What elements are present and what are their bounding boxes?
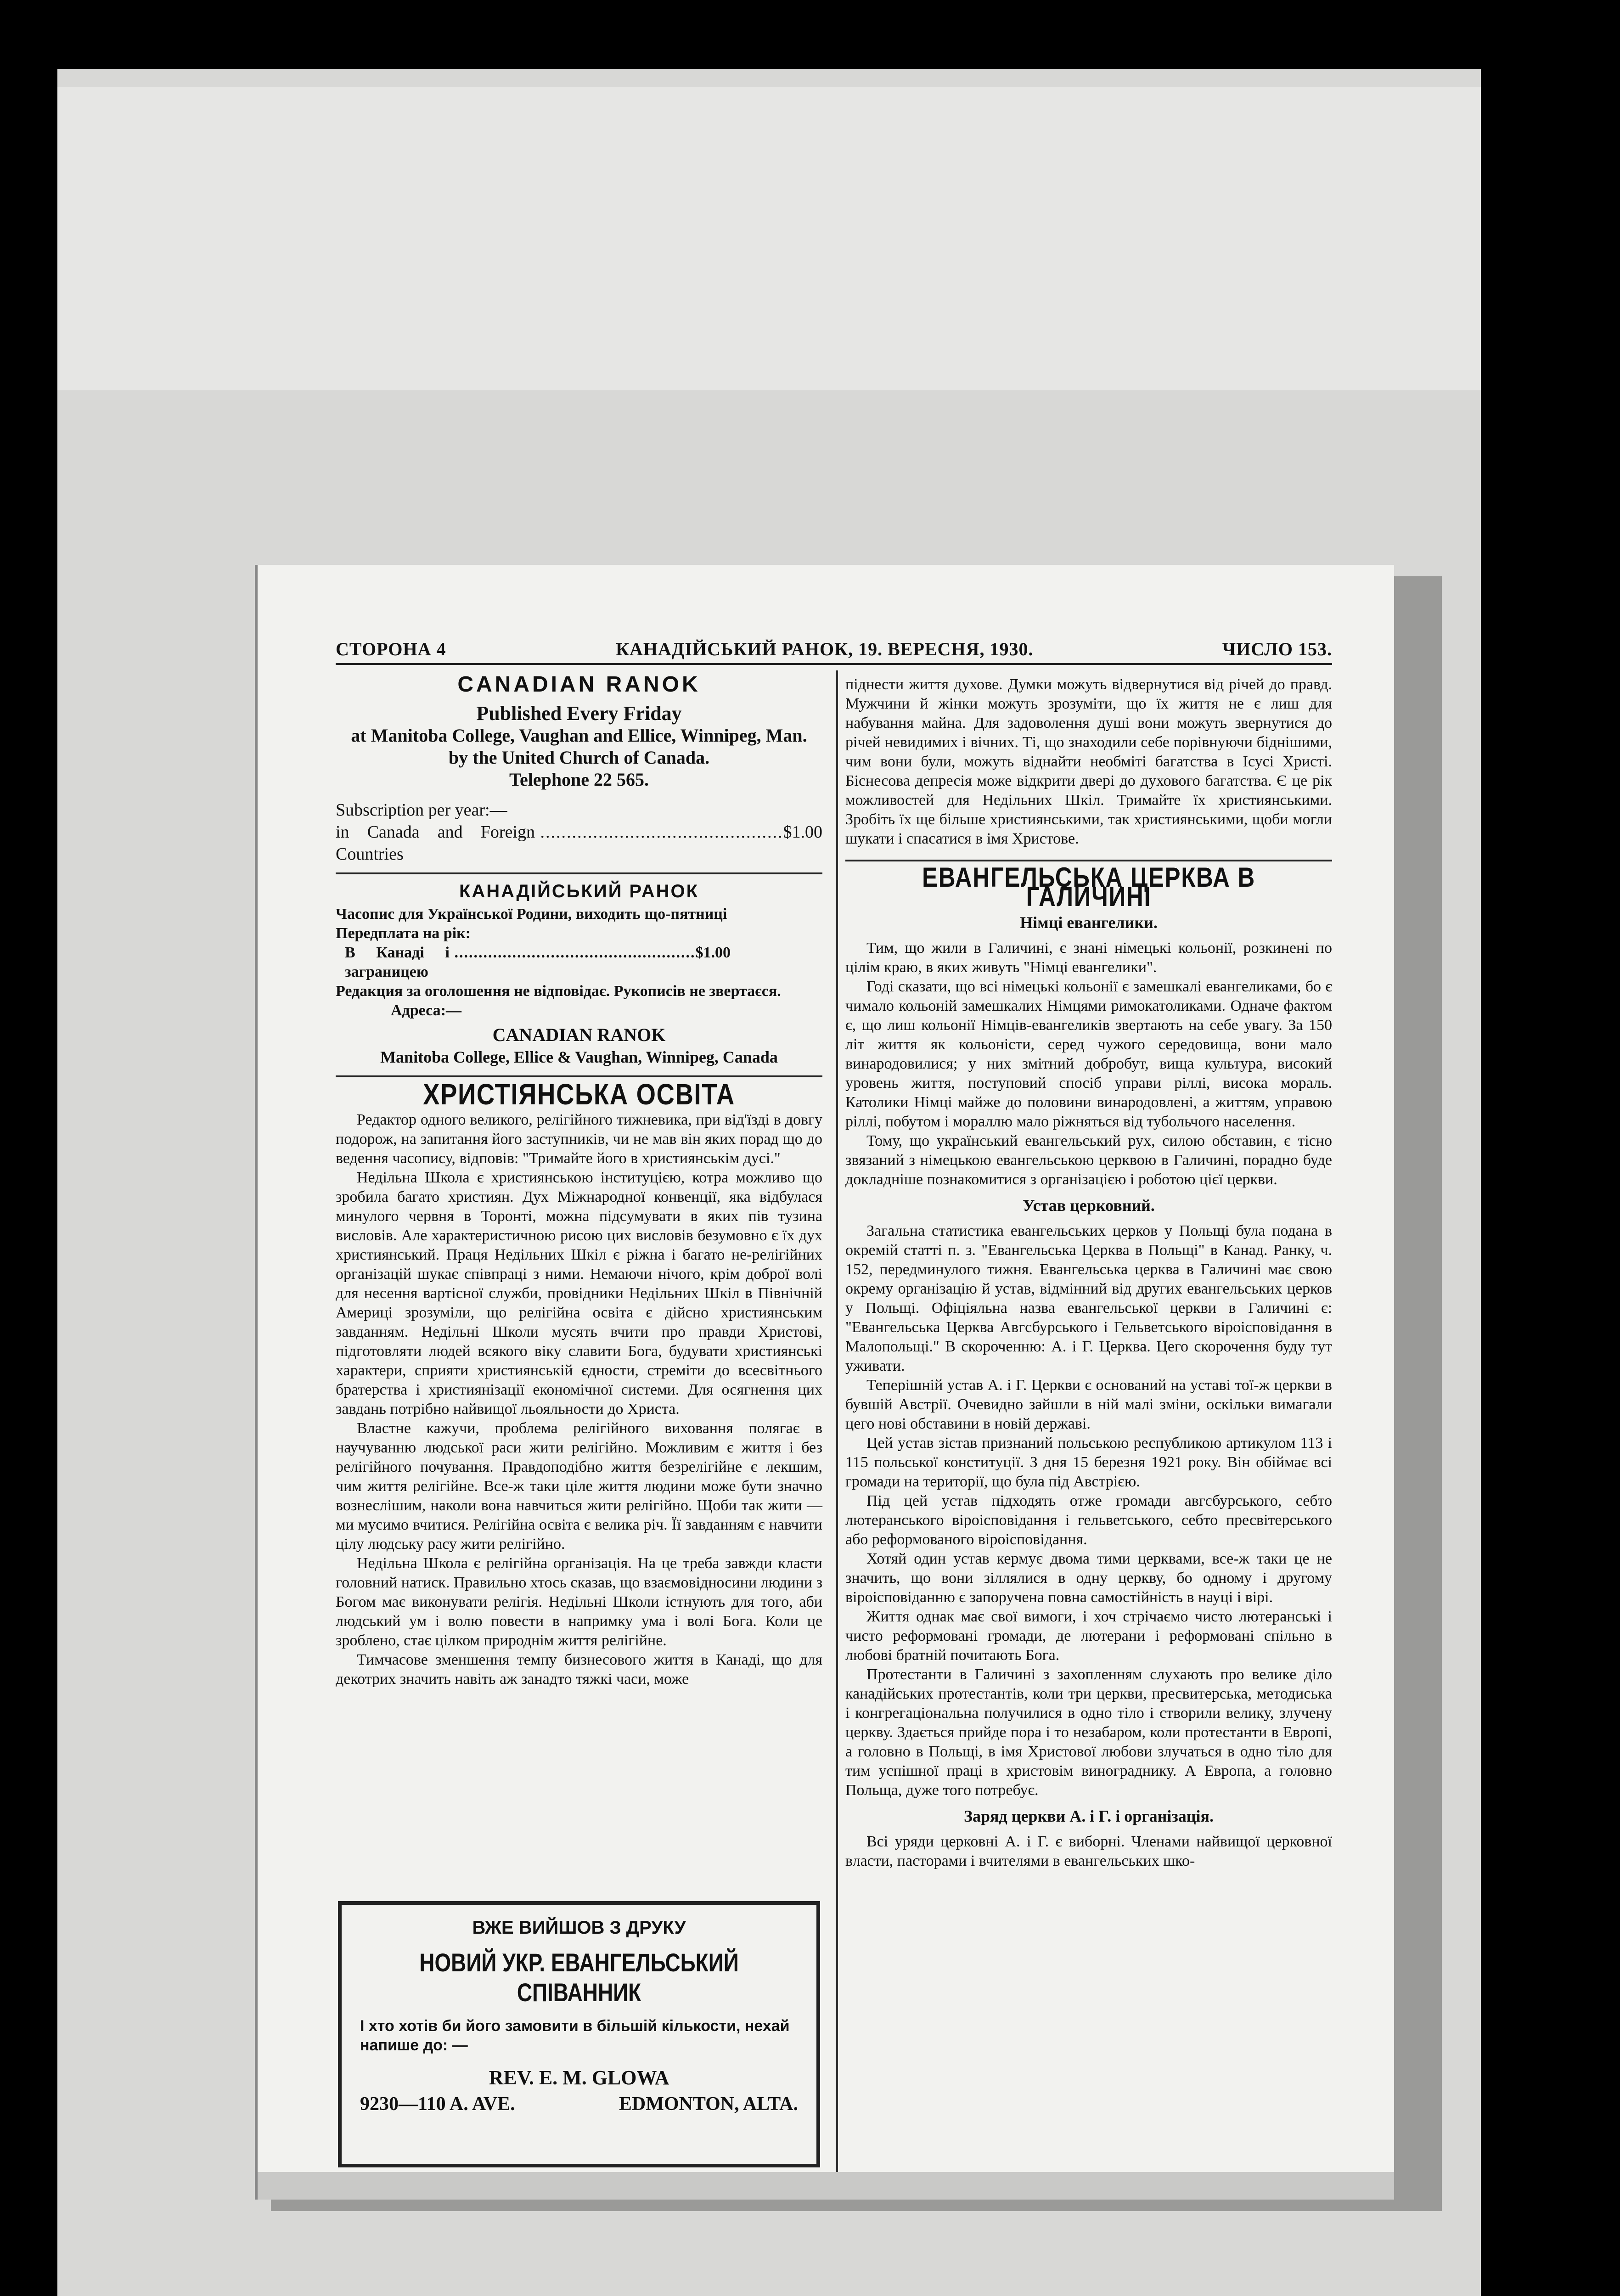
ad-title: НОВИЙ УКР. ЕВАНГЕЛЬСЬКИЙ СПІВАННИК xyxy=(419,1948,739,2007)
ad-headline: ВЖЕ ВИЙШОВ З ДРУКУ xyxy=(472,1918,686,1938)
address-label: Адреса:— xyxy=(391,1002,461,1019)
address-line-1: at Manitoba College, Vaughan and Ellice, Winnipeg, Man. xyxy=(351,725,807,746)
prepay-price: $1.00 xyxy=(695,944,731,961)
article2-paragraph: Всі уряди церковні А. і Г. є виборні. Членами найвищої церковної власти, пасторами і вчителями в евангельських шко- xyxy=(845,1833,1332,1869)
page-bottom-edge xyxy=(258,2172,1394,2200)
ad-address-city: EDMONTON, ALTA. xyxy=(619,2093,798,2115)
article1-paragraph: Недільна Школа є релігійна організація. На це треба завжди класти головний натиск. Правильно хтось сказав, що взаємовідносини людини з Богом має виконувати релігія. Недільні Школи істнують для того, аби людський ум і волю повести в напримку ума і волі Бога. Коли це зроблено, стає цілком природнім життя релігійне. xyxy=(336,1555,822,1649)
article2-paragraph: Цей устав зістав признаний польською республикою артикулом 113 і 115 польської конституції. З дня 15 березня 1921 року. Він обіймає всі громади на території, що була під Австрією. xyxy=(845,1435,1332,1490)
article2-paragraph: Тому, що український евангельський рух, силою обставин, є тісно звязаний з німецькою евангельською церквою в Галичині, порадно буде докладніше познакомитися з організацією і роботою цієї церкви. xyxy=(845,1132,1332,1188)
editorial-notice: Редакция за оголошення не відповідає. Рукописів не звертаєся. xyxy=(336,983,781,1000)
article2-paragraph: Хотяй один устав кермує двома тими церквами, все-ж таки це не значить, що вони зіллялися в одну церкву, бо одному і другому віроісповіданню є запоручена повна самостійність в науці і вірі. xyxy=(845,1550,1332,1606)
right-column xyxy=(845,675,1332,1871)
film-band xyxy=(57,87,1481,390)
ad-address xyxy=(360,2093,798,2115)
published-line: Published Every Friday xyxy=(476,702,682,725)
article1-paragraph: Редактор одного великого, релігійного тижневика, при від'їзді в довгу подорож, на запитання його заступників, чи не мав він яких порад що до ведення часопису, відповів: "Тримайте його в християнськім дусі." xyxy=(336,1111,822,1167)
article2-paragraph: Теперішній устав А. і Г. Церкви є оснований на уставі тої-ж церкви в бувшій Австрії. Очевидно зайшли в ній малі зміни, оскільки вимагали цего нові обставини в новій державі. xyxy=(845,1377,1332,1432)
prepay-label: Передплата на рік: xyxy=(336,925,471,942)
ua-tagline: Часопис для Української Родини, виходить що-пятниці xyxy=(336,906,727,923)
article2-paragraph: Під цей устав підходять отже громади авгсбурського, себто лютеранського віроісповідання і гельветського, себто пресвітерського або реформованого віроісповідання. xyxy=(845,1492,1332,1548)
address-full: Manitoba College, Ellice & Vaughan, Winnipeg, Canada xyxy=(380,1048,778,1066)
subscription-text: in Canada and Foreign Countries xyxy=(336,822,535,864)
subscription-price: $1.00 xyxy=(783,822,822,842)
article1-paragraph: Недільна Школа є християнською інституцією, котра можливо що зробила багато християн. Дух Міжнародної конвенції, яка відбулася минулого червня в Торонті, можна підсумувати в яких пів тузина висловів. Але характеристичною рисою цих висловів безумовно є їх дух християнський. Праця Недільних Шкіл є ріжна і багато не-релігійних організацій шукає співпраці з ними. Немаючи нічого, крім доброї волі для несення вартісної служби, провідники Недільних Шкіл в Північній Америці зрозуміли, що релігійна освіта є дійсно християнським завданням. Недільні Школи мусять вчити про правди Христові, підготовляти людей всякого віку славити Бога, будувати християнські характери, сприяти християнській єдности, стреміти до всесвітнього братерства і християнізації економічної системи. Для осягнення цих завдань потрібно найвищої льояльности до Христа. xyxy=(336,1169,822,1418)
article2-rule xyxy=(845,860,1332,861)
article2-subtitle: Німці евангелики. xyxy=(1020,913,1158,932)
subscription-line: in Canada and Foreign Countries .............................................. $1.00 xyxy=(336,821,822,865)
page-label: СТОРОНА 4 xyxy=(336,639,446,659)
article2-paragraph: Життя однак має свої вимоги, і хоч стрічаємо чисто лютеранські і чисто реформовані громади, де лютерани і реформовані спільно в любові братній почитають Бога. xyxy=(845,1608,1332,1664)
article1-rule xyxy=(336,1075,822,1077)
article1-paragraph: Тимчасове зменшення темпу бизнесового життя в Канаді, що для декотрих значить навіть аж занадто тяжкі часи, може xyxy=(336,1651,822,1688)
address-title: CANADIAN RANOK xyxy=(492,1024,666,1045)
article2-paragraph: Загальна статистика евангельських церков у Польщі була подана в окремій статті п. з. "Евангельська Церква в Польщі" в Канад. Ранку, ч. 152, передминулого тижня. Евангельська церква в Галичині має свою окрему організацію й устав, відмінний від других евангельських церков у Польщі. Офіціяльна назва евангельської церкви в Галичині є: "Евангельська Церква Авгсбурського і Гельветського віроісповідання в Малопольщі." В скороченню: А. і Г. Церква. Цего скорочення буду тут уживати. xyxy=(845,1222,1332,1374)
page-header xyxy=(336,634,1332,666)
article2-title: ЕВАНГЕЛЬСЬКА ЦЕРКВА В ГАЛИЧИНІ xyxy=(922,862,1255,912)
ad-name: REV. E. M. GLOWA xyxy=(489,2066,669,2089)
article1-title: ХРИСТІЯНСЬКА ОСВІТА xyxy=(423,1078,735,1111)
address-line-2: by the United Church of Canada. xyxy=(448,747,710,768)
left-column xyxy=(336,672,822,1689)
telephone-line: Telephone 22 565. xyxy=(509,769,649,790)
article2-subtitle-3: Заряд церкви А. і Г. і організація. xyxy=(963,1807,1214,1825)
masthead-en-title: CANADIAN RANOK xyxy=(457,672,701,697)
issue-number: ЧИСЛО 153. xyxy=(1222,639,1332,659)
ad-address-street: 9230—110 A. AVE. xyxy=(360,2093,515,2115)
newspaper-page xyxy=(255,565,1394,2200)
header-rule xyxy=(336,663,1332,665)
masthead-line: КАНАДІЙСЬКИЙ РАНОК, 19. ВЕРЕСНЯ, 1930. xyxy=(616,639,1034,659)
prepay-line: В Канаді і заграницею .................................................. $1.00 xyxy=(336,943,822,982)
article2-paragraph: Тим, що жили в Галичині, є знані німецькі кольонії, розкинені по цілім краю, в яких живуть "Німці евангелики". xyxy=(845,940,1332,976)
article2-paragraph: Годі сказати, що всі німецькі кольонії є замешкалі евангеликами, бо є чимало кольоній замешкалих Німцями римокатоликами. Одначе фактом є, що лиш кольонії Німців-евангеликів звертають на себе увагу. За 150 літ життя як кольоністи, серед чужого середовища, вони мало винародовилися; у них змітний добробут, вища культура, високий уровень життя, поступовий спосіб управи ріллі, висока мораль. Католики Німці майже до половини винародовлені, а життям, управою ріллі, побутом і мораллю мало ріжняться від тубольчого населення. xyxy=(845,978,1332,1130)
masthead-rule xyxy=(336,872,822,874)
prepay-text: В Канаді і заграницею xyxy=(345,944,450,980)
column-divider xyxy=(836,670,838,2186)
ad-body: І хто хотів би його замовити в більшій кількости, нехай напише до: — xyxy=(360,2017,790,2054)
masthead-ua-title: КАНАДІЙСЬКИЙ РАНОК xyxy=(459,881,699,901)
article2-subtitle-2: Устав церковний. xyxy=(1023,1196,1155,1215)
subscription-label: Subscription per year:— xyxy=(336,800,507,820)
article2-paragraph: Протестанти в Галичині з захопленням слухають про велике діло канадійських протестантів, коли три церкви, пресвитерська, методиська і конгрегаціональна получилися в одно тіло і створили велику, злучену церкву. Здається прийде пора і то незабаром, коли протестанти в Европі, а головно в Польщі, в імя Христової любови злучаться в одно тіло для тим успішної праці в христовім винограднику. А Европа, а головно Польща, дуже того потребує. xyxy=(845,1666,1332,1799)
hymnal-advertisement xyxy=(338,1901,820,2167)
article1-paragraph: Властне кажучи, проблема релігійного виховання полягає в научуванню людської раси жити релігійно. Можливим є життя і без релігійного почування. Правдоподібно життя безрелігійне є лекшим, чим життя релігійне. Все-ж таки ціле життя людини може бути значно вознеслішим, наколи вона навчиться жити релігійно. Щоби так жити — ми мусимо вчитися. Релігійна освіта є велика річ. Її завданням є навчити цілу людську расу жити релігійно. xyxy=(336,1420,822,1553)
article1-continuation: піднести життя духове. Думки можуть відвернутися від річей до правд. Мужчини й жінки можуть зрозуміти, що їх життя не є лиш для набування майна. Для задоволення душі вони можуть звернутися до річей невидимих і вічних. Ті, що знаходили себе порівнуючи біднішими, чим вони були, можуть віднайти необміті багатства в Ісусі Христі. Біснесова депресія може відкрити двері до духового багатства. Є це рік можливостей для Недільних Шкіл. Тримайте їх християнськими. Зробіть їх ще більше християнськими, так християнськими, щоби могли шукати і спасатися в імя Христове. xyxy=(845,676,1332,847)
